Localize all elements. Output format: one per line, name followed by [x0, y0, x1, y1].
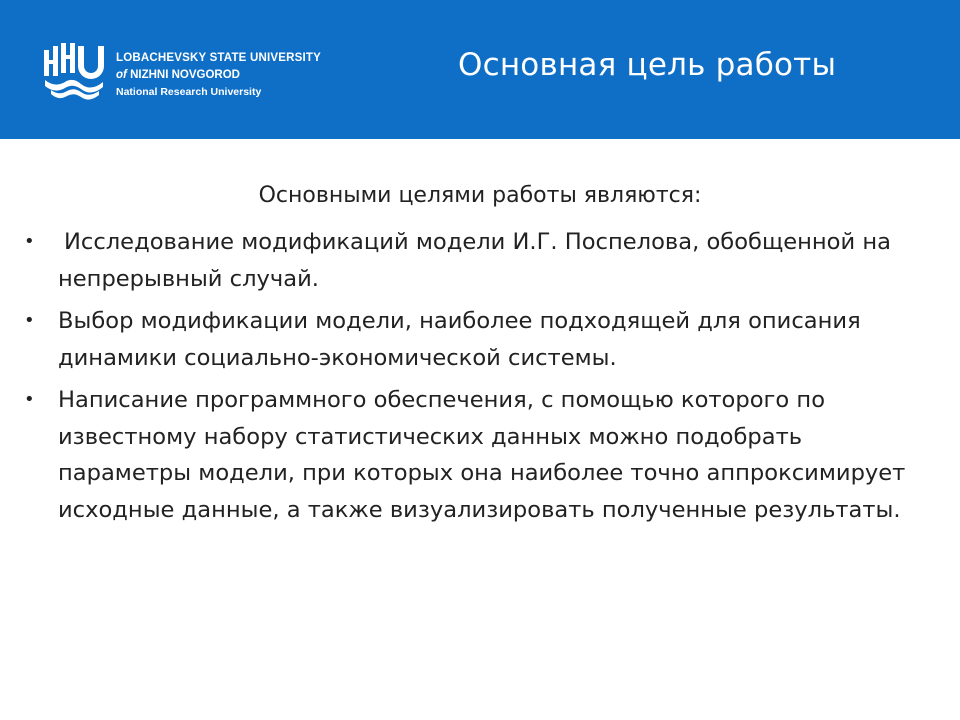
- lobachevsky-university-logo-icon: [41, 40, 107, 102]
- list-item: [24, 224, 934, 297]
- list-item: [24, 382, 934, 528]
- university-name-city: NIZHNI NOVGOROD: [130, 69, 240, 81]
- header-bar: [0, 0, 960, 139]
- list-item-text: Выбор модификации модели, наиболее подходящей для описания динамики социально-экономической системы.: [58, 308, 861, 371]
- university-name-line2: [116, 67, 321, 84]
- bullet-marker: •: [24, 231, 35, 252]
- university-name-line1: LOBACHEVSKY STATE UNIVERSITY: [116, 52, 321, 64]
- list-item: [24, 303, 934, 376]
- bullet-marker: •: [24, 310, 35, 331]
- university-name: [116, 50, 321, 101]
- list-item-text: Исследование модификаций модели И.Г. Поспелова, обобщенной на непрерывный случай.: [58, 229, 891, 292]
- university-name-line3: National Research University: [116, 86, 262, 98]
- intro-text: Основными целями работы являются:: [258, 183, 702, 208]
- slide-title: Основная цель работы: [458, 47, 837, 83]
- goals-list: [24, 224, 934, 534]
- list-item-text: Написание программного обеспечения, с помощью которого по известному набору статистических данных можно подобрать параметры модели, при которых она наиболее точно аппроксимирует исходные данные, а также визуализировать полученные результаты.: [58, 387, 906, 523]
- university-name-of: of: [116, 69, 127, 81]
- bullet-marker: •: [24, 389, 35, 410]
